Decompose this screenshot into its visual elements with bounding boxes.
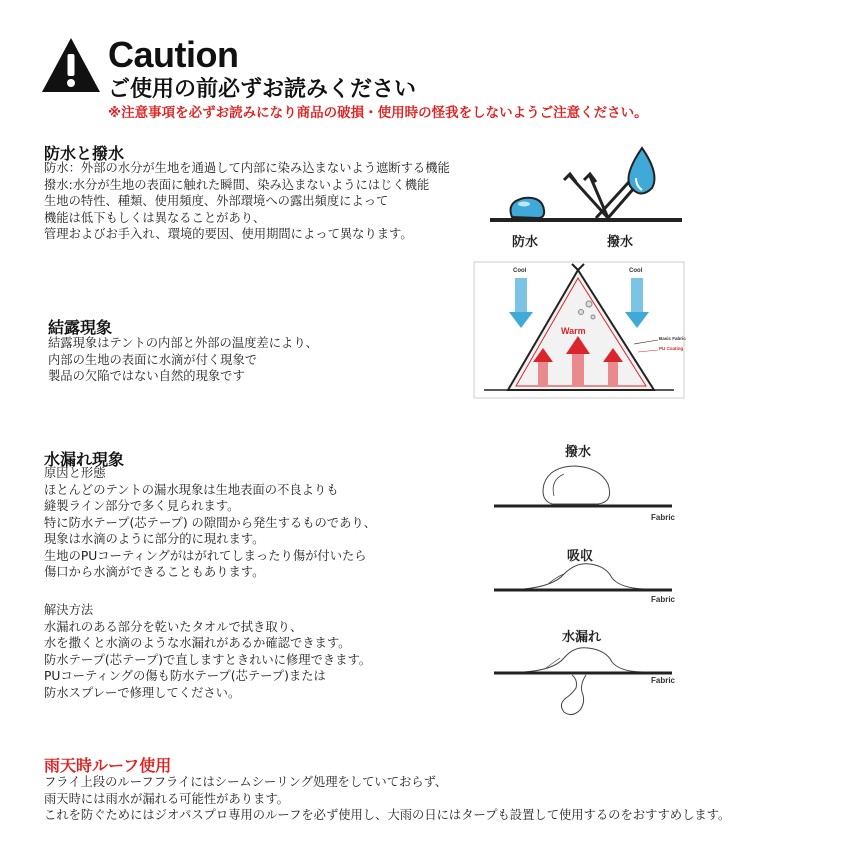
basic-fabric-label: Basic Fabric <box>659 336 686 341</box>
condensation-heading: 結露現象 <box>48 318 113 337</box>
waterproof-heading: 防水と撥水 <box>44 144 125 163</box>
fabric-label-2: Fabric <box>651 595 676 604</box>
fabric-label-1: Fabric <box>651 513 676 522</box>
caution-notice: ※注意事項を必ずお読みになり商品の破損・使用時の怪我をしないようご注意ください。 <box>108 105 648 121</box>
page-title: Caution <box>108 34 239 75</box>
label-repellent: 撥水 <box>607 235 634 250</box>
warning-triangle-icon <box>40 36 102 94</box>
condensation-body: 結露現象はテントの内部と外部の温度差により、 内部の生地の表面に水滴が付く現象で 製品の欠陥ではない自然的現象です <box>48 336 318 383</box>
pu-coating-label: PU Coating <box>659 346 684 351</box>
waterproof-body: 防水：外部の水分が生地を通過して内部に染み込まないよう遮断する機能 撥水:水分が生地の表面に触れた瞬間、染み込まないようにはじく機能 生地の特性、種類、使用頻度、外部環境への露出頻度によって 機能は低下もしくは異なることがあり、 管理およびお手入れ、環境的要因、使用期間によって異なります。 <box>44 161 450 241</box>
page-subtitle: ご使用の前必ずお読みください <box>108 77 417 102</box>
fabric-label-3: Fabric <box>651 676 676 685</box>
rain-heading: 雨天時ルーフ使用 <box>44 756 172 775</box>
absorb-drop-diagram <box>494 556 674 596</box>
diagram-repellent-label: 撥水 <box>565 445 592 460</box>
diagram-leak-label: 水漏れ <box>562 630 602 645</box>
warm-label: Warm <box>561 326 586 336</box>
diagram-absorb-label: 吸収 <box>567 549 594 564</box>
leak-heading: 水漏れ現象 <box>44 450 125 469</box>
leak-cause-body: 原因と形態 ほとんどのテントの漏水現象は生地表面の不良よりも 縫製ライン部分で多く見られます。 特に防水テープ(芯テープ) の隙間から発生するものであり、 現象は水滴のように部分的に現れます。 生地のPUコーティングがはがれてしまったり傷が付いたら 傷口から水滴ができることもあります。 <box>44 466 376 579</box>
cool-right-label: Cool <box>629 268 643 274</box>
repellent-drop-diagram <box>494 460 674 520</box>
leak-solution-body: 解決方法 水漏れのある部分を乾いたタオルで拭き取り、 水を撒くと水滴のような水漏れがあるか確認できます。 防水テープ(芯テープ)で直しますときれいに修理できます。 PUコーティングの傷も防水テープ(芯テープ)または 防水スプレーで修理してください。 <box>44 603 372 700</box>
leak-drop-diagram <box>494 640 674 720</box>
label-waterproof: 防水 <box>512 235 539 250</box>
rain-body: フライ上段のルーフフライにはシームシーリング処理をしていておらず、 雨天時には雨水が漏れる可能性があります。 これを防ぐためにはジオパスプロ専用のルーフを必ず使用し、大雨の日にはタープも設置して使用するのをおすすめします。 <box>44 775 731 822</box>
cool-left-label: Cool <box>513 268 527 274</box>
